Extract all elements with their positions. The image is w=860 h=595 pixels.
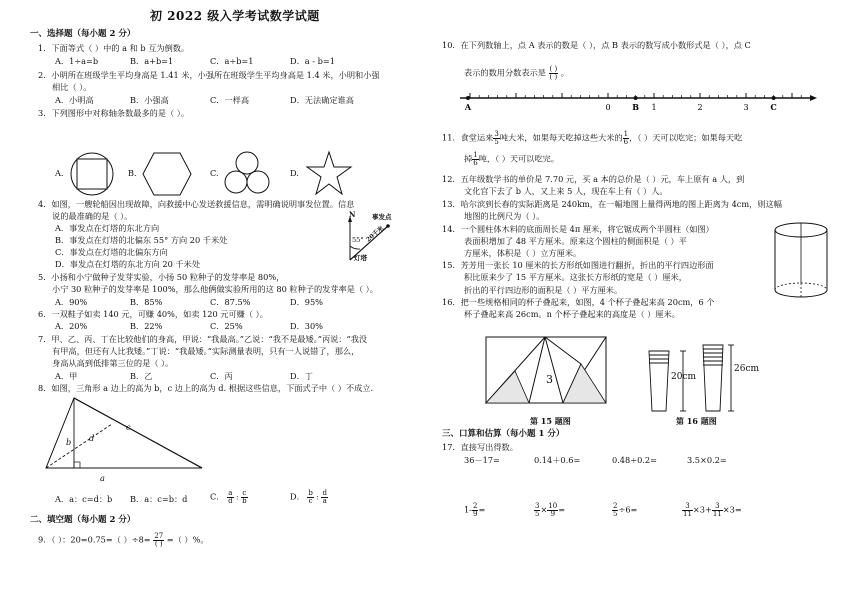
q7-option-b: B．乙	[130, 371, 153, 381]
square-in-circle-figure	[68, 150, 116, 198]
q11-stem: 11．食堂运来 $\frac{3}{5}$ 吨大米，如果每天吃掉这些大米的 $\frac{1}{6}$ ，（ ）天可以吃完；如果每天吃	[442, 130, 743, 146]
q17-item-8: $\frac{3}{11}$ ×3+ $\frac{3}{11}$ ×3=	[683, 502, 742, 518]
q1-option-a: A．1÷a=b	[55, 56, 99, 66]
q8-option-d: D． $\frac{b}{c}$ : $\frac{d}{a}$	[290, 489, 327, 505]
q5-stem-cont: 小宁 30 粒种子的发芽率是 100%，那么他俩做实验所用的这 80 粒种子的发芽率是（ ）。	[52, 284, 378, 294]
section-2-heading: 二、填空题（每小题 2 分）	[30, 515, 136, 525]
axis-label-C: C	[770, 102, 777, 112]
q16-height-4: 20cm	[671, 372, 697, 382]
q17-item-6: $\frac{3}{5}$ × $\frac{10}{9}$ =	[535, 502, 566, 518]
q5-option-b: B．85%	[130, 297, 163, 307]
q15-stem-cont1: 积比原来少了 15 平方厘米。这张长方形纸的宽是（ ）厘米，	[464, 272, 687, 282]
q4-distance-label: 20千米	[365, 224, 386, 244]
q2-option-b: B．小强高	[130, 95, 169, 105]
q14-stem-cont2: 方厘米，体积是（ ）立方厘米。	[464, 248, 582, 258]
axis-point-B	[634, 96, 638, 100]
axis-label-1: 1	[651, 103, 657, 112]
q13-stem-cont: 地图的比例尺为（ ）。	[464, 211, 545, 221]
triangle-heights-figure	[42, 396, 207, 476]
number-line	[460, 88, 820, 116]
q4-option-a: A．事发点在灯塔的东北方向	[55, 223, 160, 233]
q13-stem: 13．哈尔滨到长春的实际距离是 240km，在一幅地图上量得两地的图上距离为 4cm，则这幅	[442, 199, 782, 209]
q4-stem: 4．如图，一艘轮船因出现故障，向救援中心发送救援信息，需明确说明事发位置。信息	[38, 199, 355, 209]
page-title: 初 2022 级入学考试数学试题	[150, 9, 320, 23]
axis-label-A: A	[464, 102, 472, 112]
q6-option-c: C．25%	[210, 321, 243, 331]
q17-item-7: $\frac{2}{5}$ ÷6=	[613, 502, 638, 518]
cylinder-figure	[770, 220, 832, 300]
q11-stem-cont: 掉 $\frac{1}{6}$ 吨，（ ）天可以吃完。	[464, 151, 560, 167]
axis-point-A	[466, 96, 470, 100]
q4-option-d: D．事发点在灯塔的东北方向 20 千米处	[55, 259, 201, 269]
fig15-caption: 第 15 题图	[530, 416, 571, 426]
axis-label-2: 2	[697, 103, 703, 112]
q15-stem-cont2: 折出的平行四边形的面积是（ ）平方厘米。	[464, 285, 623, 295]
q4-event-label: 事发点	[372, 213, 392, 221]
q17-item-5: 1- $\frac{2}{9}$ =	[464, 502, 486, 518]
folded-paper-figure	[485, 336, 610, 406]
q8-option-c: C． $\frac{a}{d}$ : $\frac{c}{b}$	[210, 489, 247, 505]
q4-tower-label: 灯塔	[354, 254, 367, 262]
q8-label-a: a	[100, 473, 105, 483]
q17-item-1: 36－17=	[464, 455, 500, 465]
q12-stem: 12．五年级数学书的单价是 7.70 元，买 a 本的总价是（ ）元，车上原有 a 人，到	[442, 174, 745, 184]
q2-option-c: C．一样高	[210, 95, 250, 105]
q9-stem: 9．（ ）：20=0.75=（ ）÷8= $\frac{27}{( )}$ =（ ）%。	[38, 532, 209, 548]
axis-point-C	[772, 96, 776, 100]
q7-stem: 7．甲、乙、丙、丁在比较他们的身高，甲说：“我最高。”乙说：“我不是最矮。”丙说：“我没	[38, 334, 368, 344]
hexagon-figure	[142, 150, 192, 198]
q3-option-d: D.	[290, 168, 299, 178]
q8-label-c: c	[126, 422, 131, 432]
q2-stem: 2．小明所在班级学生平均身高是 1.41 米，小强所在班级学生平均身高是 1.4 米，小明和小强	[38, 70, 380, 80]
q16-stem-cont: 杯子叠起来高 26cm。n 个杯子叠起来的高度是（ ）厘米。	[464, 309, 680, 319]
section-1-heading: 一、选择题（每小题 2 分）	[30, 29, 136, 39]
axis-label-B: B	[632, 102, 639, 112]
q8-stem: 8．如图，三角形 a 边上的高为 b，c 边上的高为 d. 根据这些信息，下面式子中（ ）不成立.	[38, 383, 374, 393]
three-circles-figure	[222, 150, 272, 198]
q5-stem: 5．小扬和小宁做种子发芽实验，小扬 50 粒种子的发芽率是 80%，	[38, 272, 285, 282]
q14-stem-cont1: 表面积增加了 48 平方厘米。原来这个圆柱的侧面积是（ ）平	[464, 236, 687, 246]
q8-label-b: b	[66, 437, 72, 447]
q1-option-d: D．a - b=1	[290, 56, 335, 66]
q17-item-2: 0.14＋0.6=	[534, 455, 581, 465]
q6-option-a: A．20%	[55, 321, 88, 331]
q4-north-label: N	[349, 210, 356, 219]
q5-option-c: C．87.5%	[210, 297, 251, 307]
q7-stem-cont2: 身高从高到低排第三位的是（ ）。	[52, 358, 174, 368]
section-3-heading: 三、口算和估算（每小题 1 分）	[442, 429, 565, 439]
star-figure	[305, 150, 353, 196]
q2-option-a: A．小明高	[55, 95, 94, 105]
q4-stem-cont: 说的最准确的是（ ）。	[52, 211, 133, 221]
q4-option-c: C．事发点在灯塔的北偏东方向	[55, 247, 168, 257]
q3-stem: 3．下列图形中对称轴条数最多的是（ ）。	[38, 108, 190, 118]
q12-stem-cont: 文化宫下去了 b 人，又上来 5 人，现在车上有（ ）人。	[464, 186, 668, 196]
q17-item-4: 3.5×0.2=	[687, 455, 727, 465]
q14-stem: 14．一个圆柱体木料的底面周长是 4π 厘米，将它锯成两个半圆柱（如图）	[442, 224, 714, 234]
right-column	[430, 0, 860, 595]
q4-angle-label: 55°	[352, 236, 364, 244]
q8-label-d: d	[89, 433, 95, 443]
q8-option-b: B．a：c=b：d	[130, 494, 188, 504]
q1-option-b: B．a+b=1	[130, 56, 174, 66]
q10-stem-cont: 表示的数用分数表示是 $\frac{( )}{( )}$ 。	[464, 65, 569, 81]
q7-option-c: C．丙	[210, 371, 233, 381]
q17-item-3: 0.48÷0.2=	[612, 455, 657, 465]
q15-fig-label: 3	[546, 373, 553, 386]
q10-stem: 10．在下列数轴上，点 A 表示的数是（ ），点 B 表示的数写成小数形式是（ ），点 C	[442, 40, 751, 50]
fig16-caption: 第 16 题图	[676, 416, 717, 426]
q7-option-d: D．丁	[290, 371, 313, 381]
q1-option-c: C．a÷b=1	[210, 56, 254, 66]
q2-option-d: D．无法确定谁高	[290, 95, 354, 105]
q15-stem: 15．芳芳用一张长 10 厘米的长方形纸如图进行翻折，折出的平行四边形面	[442, 260, 714, 270]
axis-label-0: 0	[605, 103, 611, 112]
q6-stem: 6．一双鞋子如卖 140 元，可赚 40%，如卖 120 元可赚（ ）。	[38, 309, 268, 319]
q8-option-a: A．a：c=d：b	[55, 494, 113, 504]
q3-option-c: C.	[210, 168, 219, 178]
q16-stem: 16．把一些规格相同的杯子叠起来，如图，4 个杯子叠起来高 20cm，6 个	[442, 297, 715, 307]
q3-option-b: B.	[128, 168, 137, 178]
q4-option-b: B．事发点在灯塔的北偏东 55° 方向 20 千米处	[55, 235, 228, 245]
q1-stem: 1．下面等式（ ）中的 a 和 b 互为倒数。	[38, 43, 190, 53]
q7-option-a: A．甲	[55, 371, 78, 381]
q6-option-d: D．30%	[290, 321, 323, 331]
q3-option-a: A.	[55, 168, 64, 178]
axis-label-3: 3	[743, 103, 749, 112]
q5-option-d: D．95%	[290, 297, 323, 307]
q5-option-a: A．90%	[55, 297, 88, 307]
q16-height-6: 26cm	[734, 364, 760, 374]
q7-stem-cont1: 有甲高，但还有人比我矮。”丁说：“我最矮。”实际测量表明，只有一人说错了，那么，	[52, 346, 360, 356]
q6-option-b: B．22%	[130, 321, 163, 331]
axis-arrow	[810, 95, 817, 101]
q17-stem: 17．直接写出得数。	[442, 442, 518, 452]
q2-stem-cont: 相比（ ）。	[52, 82, 92, 92]
